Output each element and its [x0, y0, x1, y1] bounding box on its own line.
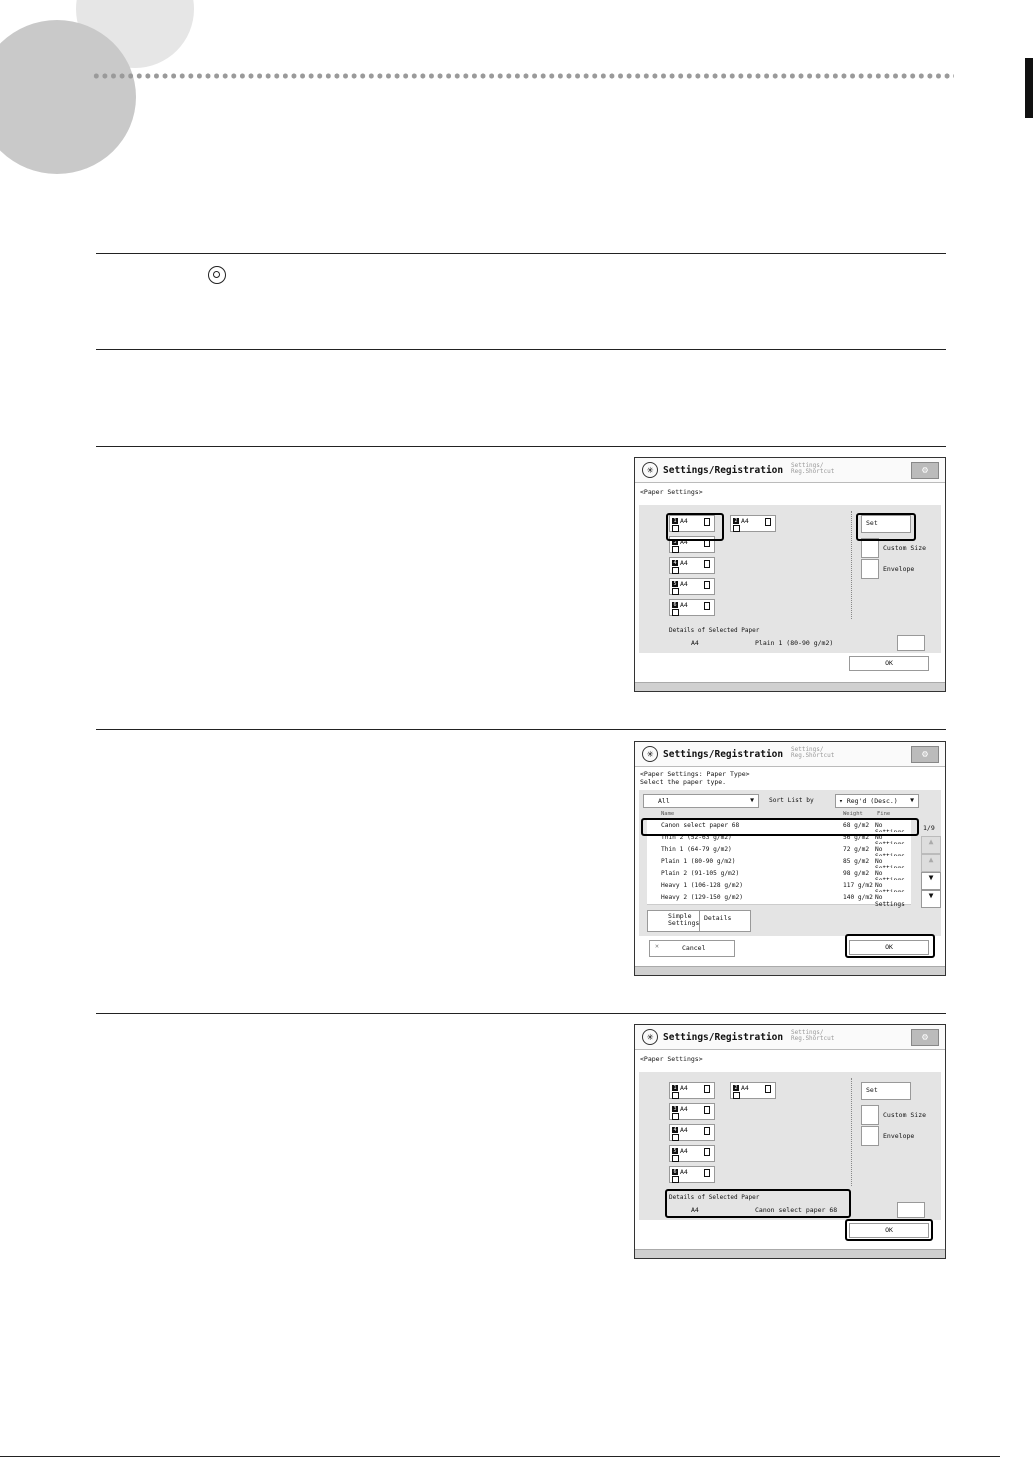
envelope-label: Envelope	[883, 565, 915, 573]
highlight-selected-row	[641, 818, 919, 836]
set-button[interactable]: Set	[861, 515, 911, 533]
settings-logo-icon: ✳	[642, 1029, 658, 1045]
sort-label: Sort List by	[769, 797, 814, 804]
paper-slot-5[interactable]: 5 A4	[669, 1145, 715, 1162]
paper-slot-1[interactable]: 1 A4	[669, 1082, 715, 1099]
paper-type-row[interactable]: Canon select paper 68 68 g/m2 No	[647, 820, 911, 833]
status-bar	[635, 682, 945, 691]
reg-shortcut-button[interactable]: Settings/ Reg.Shortcut	[791, 746, 835, 759]
paper-slot-6[interactable]: 6 A4	[669, 599, 715, 616]
screen-heading: <Paper Settings: Paper Type>	[640, 770, 750, 778]
column-header: Name Weight Fine	[661, 811, 891, 817]
highlight-slot-1	[666, 513, 724, 541]
screen-header	[635, 458, 945, 483]
details-size: A4	[691, 639, 699, 647]
reg-shortcut-button[interactable]: Settings/ Reg.Shortcut	[791, 1029, 835, 1042]
scroll-bottom-button[interactable]: ▼	[921, 890, 941, 908]
set-button[interactable]: Set	[861, 1082, 911, 1100]
screen-instruction: Select the paper type.	[640, 778, 727, 786]
custom-size-button[interactable]	[861, 1105, 879, 1125]
page-indicator: 1/9	[923, 824, 935, 832]
paper-slot-3[interactable]: 3 A4	[669, 536, 715, 553]
custom-size-label: Custom Size	[883, 1111, 927, 1119]
cancel-button[interactable]: ✕ Cancel	[649, 940, 735, 957]
paper-type-row[interactable]: Heavy 2 (129-150 g/m2) 140 g/m2 No Settings	[647, 892, 911, 905]
screenshot-paper-settings-1	[634, 457, 946, 692]
vertical-divider	[851, 511, 852, 619]
paper-slot-2[interactable]: 2 A4	[730, 1082, 776, 1099]
paper-type-row[interactable]: Plain 2 (91-105 g/m2) 98 g/m2 No	[647, 868, 911, 881]
paper-slot-2[interactable]: 2 A4	[730, 515, 776, 532]
highlight-ok	[845, 1219, 933, 1241]
settings-logo-icon: ✳	[642, 462, 658, 478]
filter-dropdown[interactable]: All ▼	[643, 794, 759, 808]
details-label: Details of Selected Paper	[669, 627, 760, 634]
print-settings-icon[interactable]	[897, 1202, 925, 1218]
reg-shortcut-button[interactable]: Settings/ Reg.Shortcut	[791, 462, 835, 475]
screen-heading: <Paper Settings>	[640, 488, 703, 496]
gear-icon[interactable]: ⚙	[911, 462, 939, 479]
paper-slot-1[interactable]: 1 A4	[669, 515, 715, 532]
screen-title: Settings/Registration	[663, 1032, 784, 1043]
paper-type-row[interactable]: Thin 2 (52-63 g/m2) 56 g/m2 No	[647, 832, 911, 845]
scroll-up-button[interactable]: ▲	[921, 836, 941, 854]
screen-header	[635, 1025, 945, 1050]
screenshot-paper-settings-2	[634, 1024, 946, 1259]
step-divider-2	[96, 349, 946, 350]
chapter-tab	[1025, 58, 1033, 118]
scroll-down-button[interactable]: ▼	[921, 872, 941, 890]
vertical-divider	[851, 1078, 852, 1186]
ok-button[interactable]: OK	[849, 656, 929, 671]
paper-type-list-panel	[639, 790, 941, 936]
step-divider-4	[96, 729, 946, 730]
status-bar	[635, 1249, 945, 1258]
highlight-details	[665, 1189, 851, 1218]
screen-header	[635, 742, 945, 767]
custom-size-label: Custom Size	[883, 544, 927, 552]
paper-slot-6[interactable]: 6 A4	[669, 1166, 715, 1183]
envelope-button[interactable]	[861, 559, 879, 579]
details-size: A4	[691, 1206, 699, 1214]
paper-type-row[interactable]: Thin 1 (64-79 g/m2) 72 g/m2 No	[647, 844, 911, 857]
paper-slot-3[interactable]: 3 A4	[669, 1103, 715, 1120]
details-button[interactable]: Details	[699, 910, 751, 932]
dotted-rule	[92, 73, 954, 79]
step-divider-1	[96, 253, 946, 254]
screen-title: Settings/Registration	[663, 749, 784, 760]
settings-key-icon	[208, 266, 226, 284]
screenshot-paper-type	[634, 741, 946, 976]
envelope-label: Envelope	[883, 1132, 915, 1140]
paper-slot-5[interactable]: 5 A4	[669, 578, 715, 595]
ok-button[interactable]: OK	[849, 940, 929, 955]
sort-dropdown[interactable]: ▾ Reg'd (Desc.) ▼	[835, 794, 919, 808]
gear-icon[interactable]: ⚙	[911, 746, 939, 763]
step-divider-5	[96, 1013, 946, 1014]
gear-icon[interactable]: ⚙	[911, 1029, 939, 1046]
paper-type-row[interactable]: Heavy 1 (106-128 g/m2) 117 g/m2 No	[647, 880, 911, 893]
paper-slot-4[interactable]: 4 A4	[669, 1124, 715, 1141]
envelope-button[interactable]	[861, 1126, 879, 1146]
highlight-set	[856, 513, 916, 541]
print-settings-icon[interactable]	[897, 635, 925, 651]
paper-slot-4[interactable]: 4 A4	[669, 557, 715, 574]
custom-size-button[interactable]	[861, 538, 879, 558]
page-bottom-rule	[0, 1456, 1000, 1457]
details-label: Details of Selected Paper	[669, 1194, 760, 1201]
paper-type-row[interactable]: Plain 1 (80-90 g/m2) 85 g/m2 No	[647, 856, 911, 869]
screen-heading: <Paper Settings>	[640, 1055, 703, 1063]
ok-button[interactable]: OK	[849, 1223, 929, 1238]
simple-settings-button[interactable]: Simple Settings	[647, 910, 701, 932]
step-divider-3	[96, 446, 946, 447]
scroll-up-one-button[interactable]: ▲	[921, 854, 941, 872]
settings-logo-icon: ✳	[642, 746, 658, 762]
status-bar	[635, 966, 945, 975]
details-type: Canon select paper 68	[755, 1206, 838, 1214]
details-type: Plain 1 (80-90 g/m2)	[755, 639, 834, 647]
highlight-ok	[845, 934, 935, 958]
screen-title: Settings/Registration	[663, 465, 784, 476]
